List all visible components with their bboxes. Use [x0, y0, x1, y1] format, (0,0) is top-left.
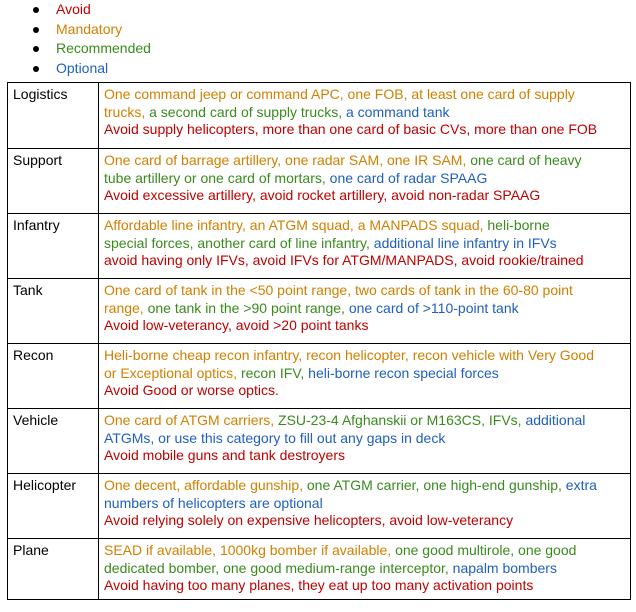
guideline-mandatory-text: Heli-borne cheap recon infantry, recon helicopter, recon vehicle with Very Good: [104, 347, 595, 363]
legend-item-mandatory: [0, 20, 151, 40]
guideline-line: [104, 104, 625, 122]
deck-guideline-table: [7, 82, 631, 600]
table-row-vehicle: [8, 409, 631, 474]
guideline-line: [104, 170, 625, 188]
guideline-avoid-text: avoid having only IFVs, avoid IFVs for ATGM/MANPADS, avoid rookie/trained: [104, 252, 584, 268]
guideline-recommended-text: heli-borne: [487, 217, 550, 233]
guideline-optional-text: additional: [525, 412, 586, 428]
bullet-icon: [33, 27, 39, 33]
guideline-cell: [99, 539, 631, 600]
guideline-avoid-text: Avoid having too many planes, they eat up too many activation points: [104, 577, 534, 593]
legend-label: Recommended: [56, 40, 151, 56]
category-cell: Logistics: [8, 83, 99, 149]
guideline-recommended-text: one ATGM carrier, one high-end gunship,: [306, 477, 566, 493]
category-cell: Support: [8, 149, 99, 214]
table-row-tank: [8, 279, 631, 344]
guideline-optional-text: one card of >110-point tank: [348, 299, 519, 316]
guideline-cell: [99, 344, 631, 409]
guideline-avoid-text: Avoid relying solely on expensive helicopters, avoid low-veterancy: [104, 512, 514, 528]
guideline-cell: [99, 409, 631, 474]
guideline-avoid-text: Avoid excessive artillery, avoid rocket artillery, avoid non-radar SPAAG: [104, 187, 541, 203]
table-row-infantry: [8, 214, 631, 279]
guideline-line: [104, 217, 625, 235]
guideline-mandatory-text: One decent, affordable gunship,: [104, 477, 307, 493]
table-row-helicopter: [8, 474, 631, 539]
guideline-mandatory-text: One card of barrage artillery, one radar SAM, one IR SAM,: [104, 152, 471, 168]
category-cell: Infantry: [8, 214, 99, 279]
guideline-line: [104, 577, 625, 595]
guideline-line: [104, 187, 625, 205]
bullet-icon: [33, 66, 39, 72]
guideline-avoid-text: Avoid Good or worse optics.: [104, 382, 279, 398]
guideline-mandatory-text: Affordable line infantry, an ATGM squad, a MANPADS squad,: [104, 217, 488, 233]
guideline-line: [104, 152, 625, 170]
category-cell: Helicopter: [8, 474, 99, 539]
legend-label: Optional: [56, 59, 109, 76]
guideline-mandatory-text: range,: [104, 299, 148, 316]
guideline-line: [104, 477, 625, 495]
guideline-mandatory-text: One command jeep or command APC, one FOB,: [104, 86, 412, 102]
guideline-optional-text: heli-borne recon special forces: [308, 364, 499, 381]
guideline-recommended-text: dedicated bomber, one good medium-range interceptor,: [104, 559, 453, 576]
legend-label: Mandatory: [56, 20, 123, 37]
guideline-recommended-text: a second card of supply trucks,: [149, 103, 346, 120]
guideline-optional-text: napalm bombers: [452, 559, 557, 576]
guideline-mandatory-text: trucks,: [104, 103, 150, 120]
legend-label: Avoid: [56, 1, 91, 17]
category-cell: Vehicle: [8, 409, 99, 474]
guideline-line: [104, 252, 625, 270]
guideline-line: [104, 560, 625, 578]
guideline-avoid-text: Avoid mobile guns and tank destroyers: [104, 447, 345, 463]
guideline-recommended-text: one tank in the >90 point range,: [147, 299, 349, 316]
guideline-cell: [99, 474, 631, 539]
color-legend: [0, 0, 151, 78]
guideline-line: [104, 235, 625, 253]
guideline-line: [104, 542, 625, 560]
guideline-recommended-text: recon IFV,: [240, 364, 309, 381]
guideline-mandatory-text: One card of ATGM carriers,: [104, 412, 279, 428]
guideline-line: [104, 86, 625, 104]
guideline-avoid-text: Avoid low-veterancy, avoid >20 point tanks: [104, 317, 369, 333]
guideline-mandatory-text: One card of tank in the <50 point range, two cards of tank in the 60-80 point: [104, 282, 573, 298]
table-row-logistics: [8, 83, 631, 149]
guideline-line: [104, 412, 625, 430]
guideline-line: [104, 382, 625, 400]
guideline-recommended-text: one card of heavy: [470, 152, 582, 168]
bullet-icon: [33, 46, 39, 52]
guideline-line: [104, 365, 625, 383]
guideline-cell: [99, 214, 631, 279]
guideline-line: [104, 300, 625, 318]
legend-item-recommended: [0, 39, 151, 59]
guideline-line: [104, 447, 625, 465]
guideline-mandatory-text: at least one card of supply: [411, 86, 575, 102]
guideline-mandatory-text: SEAD if available, 1000kg bomber if available,: [104, 542, 396, 558]
category-cell: Plane: [8, 539, 99, 600]
guideline-cell: [99, 149, 631, 214]
table-row-support: [8, 149, 631, 214]
guideline-recommended-text: tube artillery or one card of mortars,: [104, 169, 330, 186]
guideline-line: [104, 430, 625, 448]
guideline-line: [104, 282, 625, 300]
category-cell: Tank: [8, 279, 99, 344]
guideline-cell: [99, 83, 631, 149]
guideline-optional-text: one card of radar SPAAG: [329, 169, 488, 186]
guideline-recommended-text: one good multirole, one good: [395, 542, 577, 558]
category-cell: Recon: [8, 344, 99, 409]
guideline-optional-text: ATGMs, or use this category to fill out any gaps in deck: [104, 429, 446, 446]
table-row-plane: [8, 539, 631, 600]
guideline-recommended-text: special forces, another card of line infantry,: [104, 234, 374, 251]
guideline-recommended-text: ZSU-23-4 Afghanskii or M163CS, IFVs,: [278, 412, 526, 428]
table-row-recon: [8, 344, 631, 409]
guideline-line: [104, 121, 625, 139]
guideline-optional-text: extra: [565, 477, 597, 493]
guideline-optional-text: additional line infantry in IFVs: [373, 234, 557, 251]
guideline-optional-text: a command tank: [346, 103, 450, 120]
legend-item-avoid: [0, 0, 151, 20]
bullet-icon: [33, 7, 39, 13]
guideline-line: [104, 495, 625, 513]
guideline-cell: [99, 279, 631, 344]
guideline-line: [104, 347, 625, 365]
guideline-optional-text: numbers of helicopters are optional: [104, 494, 323, 511]
legend-item-optional: [0, 59, 151, 79]
guideline-line: [104, 317, 625, 335]
guideline-line: [104, 512, 625, 530]
guideline-mandatory-text: or Exceptional optics,: [104, 364, 241, 381]
guideline-avoid-text: Avoid supply helicopters, more than one card of basic CVs, more than one FOB: [104, 121, 598, 137]
